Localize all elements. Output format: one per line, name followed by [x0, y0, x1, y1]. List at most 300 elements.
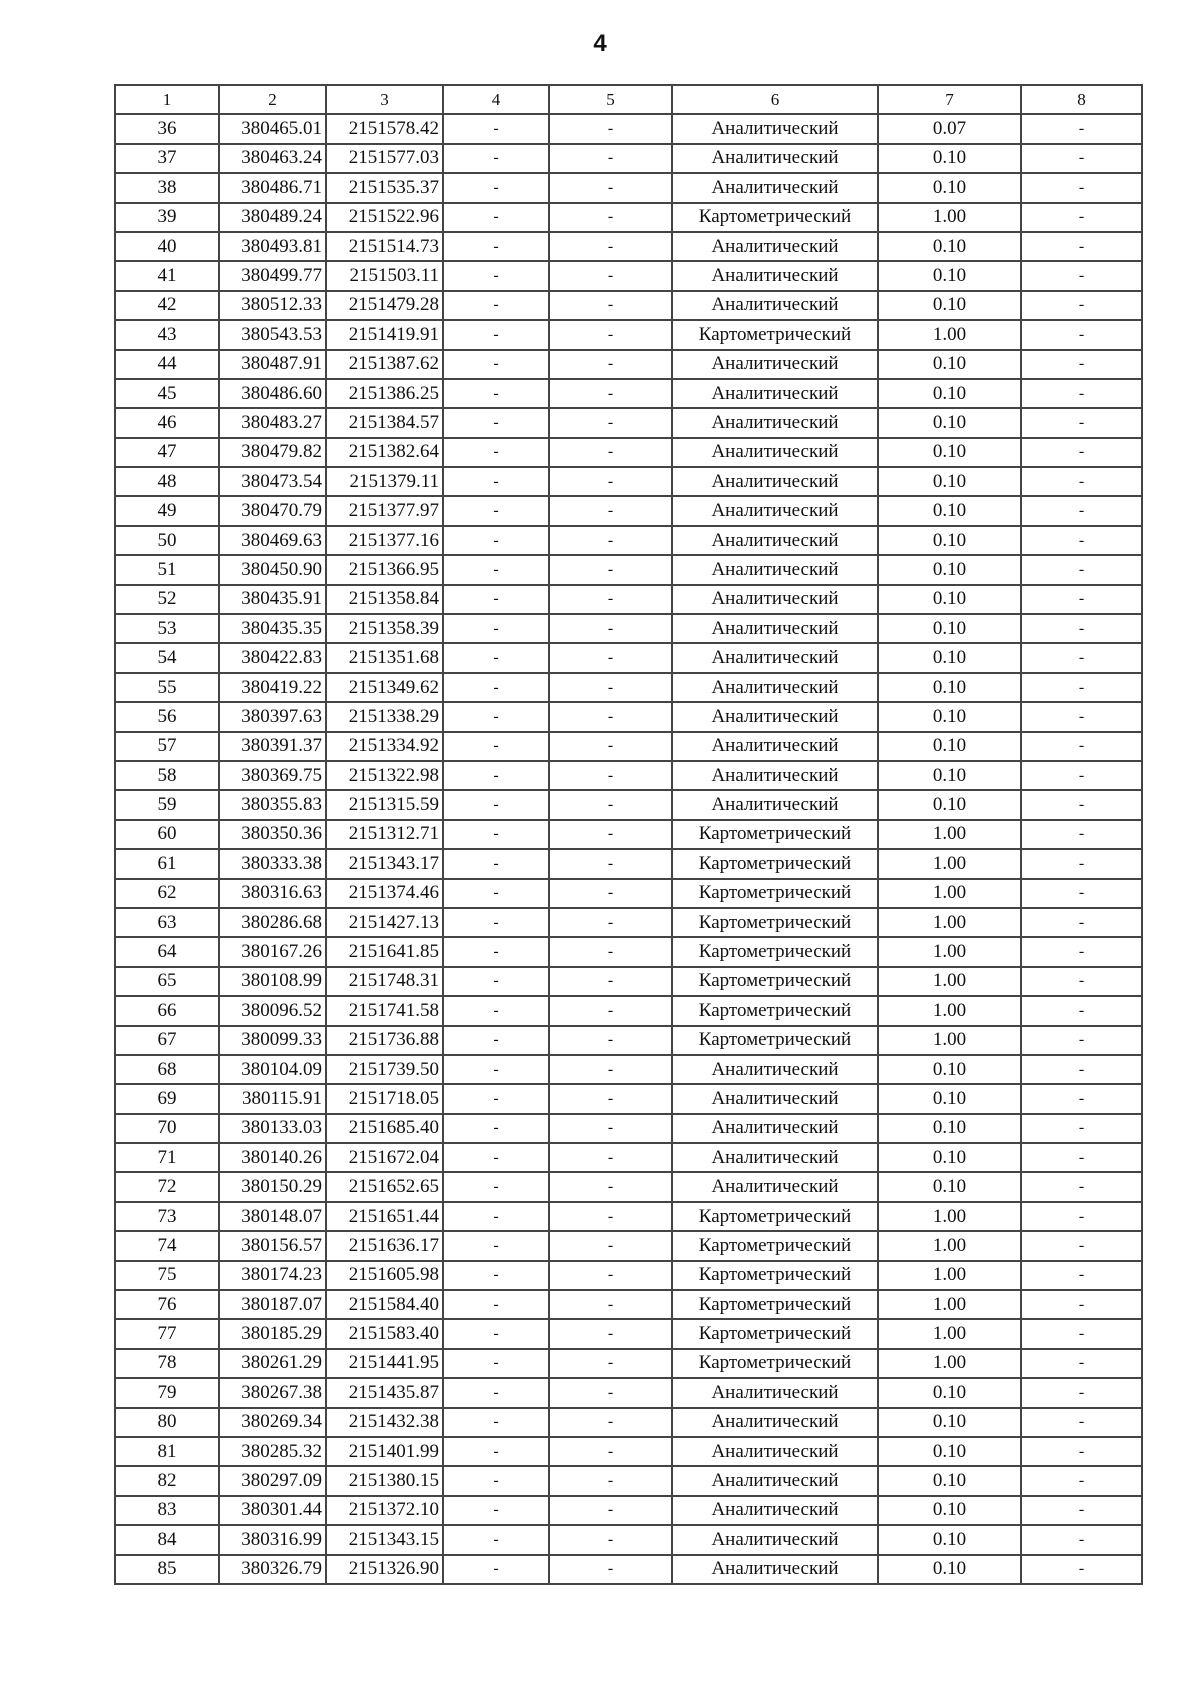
point-number-cell: 80	[115, 1408, 219, 1437]
x-coordinate-cell: 380285.32	[219, 1437, 326, 1466]
accuracy-cell: 0.10	[878, 1437, 1021, 1466]
point-number-cell: 48	[115, 467, 219, 496]
method-cell: Аналитический	[672, 379, 878, 408]
x-coordinate-cell: 380115.91	[219, 1084, 326, 1113]
table-row	[115, 350, 1142, 379]
col5-cell: -	[549, 643, 672, 672]
accuracy-cell: 1.00	[878, 1290, 1021, 1319]
method-cell: Картометрический	[672, 203, 878, 232]
table-row	[115, 614, 1142, 643]
point-number-cell: 82	[115, 1466, 219, 1495]
accuracy-cell: 1.00	[878, 1261, 1021, 1290]
column-header: 3	[326, 85, 443, 114]
point-number-cell: 39	[115, 203, 219, 232]
col8-cell: -	[1021, 1202, 1142, 1231]
y-coordinate-cell: 2151374.46	[326, 879, 443, 908]
point-number-cell: 52	[115, 585, 219, 614]
col8-cell: -	[1021, 1026, 1142, 1055]
point-number-cell: 78	[115, 1349, 219, 1378]
y-coordinate-cell: 2151651.44	[326, 1202, 443, 1231]
x-coordinate-cell: 380469.63	[219, 526, 326, 555]
x-coordinate-cell: 380479.82	[219, 438, 326, 467]
accuracy-cell: 1.00	[878, 820, 1021, 849]
col5-cell: -	[549, 379, 672, 408]
x-coordinate-cell: 380099.33	[219, 1026, 326, 1055]
method-cell: Аналитический	[672, 350, 878, 379]
accuracy-cell: 0.10	[878, 291, 1021, 320]
col8-cell: -	[1021, 114, 1142, 143]
method-cell: Аналитический	[672, 1084, 878, 1113]
column-header: 5	[549, 85, 672, 114]
accuracy-cell: 1.00	[878, 967, 1021, 996]
accuracy-cell: 0.07	[878, 114, 1021, 143]
col4-cell: -	[443, 1143, 549, 1172]
table-row	[115, 908, 1142, 937]
table-row	[115, 408, 1142, 437]
accuracy-cell: 1.00	[878, 1349, 1021, 1378]
y-coordinate-cell: 2151343.17	[326, 849, 443, 878]
point-number-cell: 40	[115, 232, 219, 261]
col8-cell: -	[1021, 1496, 1142, 1525]
x-coordinate-cell: 380483.27	[219, 408, 326, 437]
y-coordinate-cell: 2151401.99	[326, 1437, 443, 1466]
col4-cell: -	[443, 526, 549, 555]
col5-cell: -	[549, 1172, 672, 1201]
col8-cell: -	[1021, 320, 1142, 349]
table-row	[115, 1084, 1142, 1113]
col4-cell: -	[443, 173, 549, 202]
table-row	[115, 996, 1142, 1025]
point-number-cell: 72	[115, 1172, 219, 1201]
method-cell: Аналитический	[672, 555, 878, 584]
point-number-cell: 50	[115, 526, 219, 555]
point-number-cell: 69	[115, 1084, 219, 1113]
accuracy-cell: 0.10	[878, 614, 1021, 643]
col4-cell: -	[443, 1172, 549, 1201]
x-coordinate-cell: 380156.57	[219, 1231, 326, 1260]
col4-cell: -	[443, 1231, 549, 1260]
col5-cell: -	[549, 937, 672, 966]
y-coordinate-cell: 2151718.05	[326, 1084, 443, 1113]
point-number-cell: 79	[115, 1378, 219, 1407]
x-coordinate-cell: 380512.33	[219, 291, 326, 320]
method-cell: Аналитический	[672, 261, 878, 290]
col8-cell: -	[1021, 1231, 1142, 1260]
table-row	[115, 467, 1142, 496]
method-cell: Аналитический	[672, 1525, 878, 1554]
y-coordinate-cell: 2151427.13	[326, 908, 443, 937]
method-cell: Аналитический	[672, 438, 878, 467]
y-coordinate-cell: 2151349.62	[326, 673, 443, 702]
x-coordinate-cell: 380473.54	[219, 467, 326, 496]
accuracy-cell: 1.00	[878, 849, 1021, 878]
point-number-cell: 66	[115, 996, 219, 1025]
x-coordinate-cell: 380391.37	[219, 732, 326, 761]
y-coordinate-cell: 2151641.85	[326, 937, 443, 966]
y-coordinate-cell: 2151312.71	[326, 820, 443, 849]
table-row	[115, 144, 1142, 173]
table-row	[115, 761, 1142, 790]
x-coordinate-cell: 380450.90	[219, 555, 326, 584]
col5-cell: -	[549, 261, 672, 290]
table-row	[115, 1319, 1142, 1348]
y-coordinate-cell: 2151584.40	[326, 1290, 443, 1319]
point-number-cell: 47	[115, 438, 219, 467]
x-coordinate-cell: 380297.09	[219, 1466, 326, 1495]
col5-cell: -	[549, 203, 672, 232]
col5-cell: -	[549, 585, 672, 614]
col5-cell: -	[549, 732, 672, 761]
col5-cell: -	[549, 1290, 672, 1319]
table-row	[115, 232, 1142, 261]
y-coordinate-cell: 2151578.42	[326, 114, 443, 143]
method-cell: Картометрический	[672, 879, 878, 908]
accuracy-cell: 0.10	[878, 232, 1021, 261]
table-row	[115, 1437, 1142, 1466]
point-number-cell: 49	[115, 496, 219, 525]
col8-cell: -	[1021, 1555, 1142, 1584]
point-number-cell: 56	[115, 702, 219, 731]
method-cell: Аналитический	[672, 702, 878, 731]
col5-cell: -	[549, 1143, 672, 1172]
table-row	[115, 496, 1142, 525]
method-cell: Картометрический	[672, 1349, 878, 1378]
y-coordinate-cell: 2151343.15	[326, 1525, 443, 1554]
col4-cell: -	[443, 261, 549, 290]
y-coordinate-cell: 2151377.16	[326, 526, 443, 555]
col8-cell: -	[1021, 173, 1142, 202]
method-cell: Картометрический	[672, 937, 878, 966]
col8-cell: -	[1021, 1319, 1142, 1348]
col4-cell: -	[443, 291, 549, 320]
method-cell: Аналитический	[672, 761, 878, 790]
col5-cell: -	[549, 820, 672, 849]
y-coordinate-cell: 2151377.97	[326, 496, 443, 525]
col8-cell: -	[1021, 1261, 1142, 1290]
point-number-cell: 38	[115, 173, 219, 202]
col8-cell: -	[1021, 585, 1142, 614]
col8-cell: -	[1021, 555, 1142, 584]
y-coordinate-cell: 2151652.65	[326, 1172, 443, 1201]
accuracy-cell: 0.10	[878, 467, 1021, 496]
method-cell: Картометрический	[672, 320, 878, 349]
point-number-cell: 60	[115, 820, 219, 849]
point-number-cell: 45	[115, 379, 219, 408]
x-coordinate-cell: 380108.99	[219, 967, 326, 996]
x-coordinate-cell: 380267.38	[219, 1378, 326, 1407]
y-coordinate-cell: 2151387.62	[326, 350, 443, 379]
accuracy-cell: 1.00	[878, 996, 1021, 1025]
method-cell: Аналитический	[672, 1114, 878, 1143]
col4-cell: -	[443, 408, 549, 437]
y-coordinate-cell: 2151685.40	[326, 1114, 443, 1143]
method-cell: Аналитический	[672, 1055, 878, 1084]
accuracy-cell: 1.00	[878, 937, 1021, 966]
col8-cell: -	[1021, 1290, 1142, 1319]
col4-cell: -	[443, 1055, 549, 1084]
method-cell: Аналитический	[672, 408, 878, 437]
col4-cell: -	[443, 761, 549, 790]
col8-cell: -	[1021, 1055, 1142, 1084]
x-coordinate-cell: 380435.91	[219, 585, 326, 614]
x-coordinate-cell: 380150.29	[219, 1172, 326, 1201]
col4-cell: -	[443, 702, 549, 731]
method-cell: Аналитический	[672, 1466, 878, 1495]
y-coordinate-cell: 2151379.11	[326, 467, 443, 496]
col4-cell: -	[443, 585, 549, 614]
col4-cell: -	[443, 1555, 549, 1584]
x-coordinate-cell: 380140.26	[219, 1143, 326, 1172]
col8-cell: -	[1021, 1172, 1142, 1201]
col8-cell: -	[1021, 232, 1142, 261]
accuracy-cell: 0.10	[878, 1408, 1021, 1437]
point-number-cell: 68	[115, 1055, 219, 1084]
accuracy-cell: 0.10	[878, 261, 1021, 290]
x-coordinate-cell: 380493.81	[219, 232, 326, 261]
table-row	[115, 1466, 1142, 1495]
point-number-cell: 71	[115, 1143, 219, 1172]
x-coordinate-cell: 380543.53	[219, 320, 326, 349]
y-coordinate-cell: 2151672.04	[326, 1143, 443, 1172]
col8-cell: -	[1021, 1378, 1142, 1407]
x-coordinate-cell: 380096.52	[219, 996, 326, 1025]
col8-cell: -	[1021, 350, 1142, 379]
accuracy-cell: 0.10	[878, 702, 1021, 731]
col5-cell: -	[549, 1437, 672, 1466]
method-cell: Картометрический	[672, 1261, 878, 1290]
col5-cell: -	[549, 967, 672, 996]
col4-cell: -	[443, 1261, 549, 1290]
col4-cell: -	[443, 496, 549, 525]
point-number-cell: 59	[115, 790, 219, 819]
accuracy-cell: 1.00	[878, 1026, 1021, 1055]
method-cell: Картометрический	[672, 1319, 878, 1348]
accuracy-cell: 1.00	[878, 879, 1021, 908]
col5-cell: -	[549, 790, 672, 819]
point-number-cell: 37	[115, 144, 219, 173]
method-cell: Аналитический	[672, 790, 878, 819]
y-coordinate-cell: 2151380.15	[326, 1466, 443, 1495]
method-cell: Аналитический	[672, 614, 878, 643]
y-coordinate-cell: 2151432.38	[326, 1408, 443, 1437]
point-number-cell: 58	[115, 761, 219, 790]
point-number-cell: 74	[115, 1231, 219, 1260]
x-coordinate-cell: 380397.63	[219, 702, 326, 731]
y-coordinate-cell: 2151358.84	[326, 585, 443, 614]
table-row	[115, 1349, 1142, 1378]
method-cell: Картометрический	[672, 849, 878, 878]
method-cell: Картометрический	[672, 1026, 878, 1055]
method-cell: Аналитический	[672, 732, 878, 761]
col4-cell: -	[443, 1466, 549, 1495]
col5-cell: -	[549, 1496, 672, 1525]
col5-cell: -	[549, 467, 672, 496]
col8-cell: -	[1021, 790, 1142, 819]
accuracy-cell: 0.10	[878, 1466, 1021, 1495]
point-number-cell: 42	[115, 291, 219, 320]
col8-cell: -	[1021, 496, 1142, 525]
col5-cell: -	[549, 908, 672, 937]
y-coordinate-cell: 2151583.40	[326, 1319, 443, 1348]
col8-cell: -	[1021, 203, 1142, 232]
point-number-cell: 70	[115, 1114, 219, 1143]
y-coordinate-cell: 2151384.57	[326, 408, 443, 437]
col8-cell: -	[1021, 732, 1142, 761]
x-coordinate-cell: 380269.34	[219, 1408, 326, 1437]
col5-cell: -	[549, 144, 672, 173]
method-cell: Картометрический	[672, 1231, 878, 1260]
x-coordinate-cell: 380316.99	[219, 1525, 326, 1554]
col4-cell: -	[443, 1084, 549, 1113]
col8-cell: -	[1021, 1525, 1142, 1554]
col8-cell: -	[1021, 467, 1142, 496]
accuracy-cell: 0.10	[878, 350, 1021, 379]
table-row	[115, 1290, 1142, 1319]
col4-cell: -	[443, 996, 549, 1025]
col8-cell: -	[1021, 1466, 1142, 1495]
col8-cell: -	[1021, 614, 1142, 643]
col4-cell: -	[443, 1378, 549, 1407]
point-number-cell: 57	[115, 732, 219, 761]
col5-cell: -	[549, 1055, 672, 1084]
x-coordinate-cell: 380104.09	[219, 1055, 326, 1084]
x-coordinate-cell: 380419.22	[219, 673, 326, 702]
method-cell: Аналитический	[672, 291, 878, 320]
col5-cell: -	[549, 1525, 672, 1554]
point-number-cell: 62	[115, 879, 219, 908]
col4-cell: -	[443, 790, 549, 819]
point-number-cell: 53	[115, 614, 219, 643]
method-cell: Аналитический	[672, 673, 878, 702]
col5-cell: -	[549, 555, 672, 584]
table-row	[115, 438, 1142, 467]
col5-cell: -	[549, 614, 672, 643]
y-coordinate-cell: 2151503.11	[326, 261, 443, 290]
col5-cell: -	[549, 320, 672, 349]
point-number-cell: 61	[115, 849, 219, 878]
col8-cell: -	[1021, 379, 1142, 408]
accuracy-cell: 0.10	[878, 585, 1021, 614]
x-coordinate-cell: 380486.60	[219, 379, 326, 408]
column-header: 6	[672, 85, 878, 114]
col4-cell: -	[443, 1437, 549, 1466]
accuracy-cell: 0.10	[878, 408, 1021, 437]
table-header-row	[115, 85, 1142, 114]
y-coordinate-cell: 2151479.28	[326, 291, 443, 320]
y-coordinate-cell: 2151386.25	[326, 379, 443, 408]
table-row	[115, 643, 1142, 672]
point-number-cell: 51	[115, 555, 219, 584]
col8-cell: -	[1021, 408, 1142, 437]
y-coordinate-cell: 2151372.10	[326, 1496, 443, 1525]
x-coordinate-cell: 380489.24	[219, 203, 326, 232]
table-row	[115, 1114, 1142, 1143]
point-number-cell: 83	[115, 1496, 219, 1525]
point-number-cell: 46	[115, 408, 219, 437]
col8-cell: -	[1021, 1143, 1142, 1172]
table-row	[115, 879, 1142, 908]
y-coordinate-cell: 2151435.87	[326, 1378, 443, 1407]
table-row	[115, 849, 1142, 878]
col5-cell: -	[549, 496, 672, 525]
table-row	[115, 173, 1142, 202]
y-coordinate-cell: 2151322.98	[326, 761, 443, 790]
method-cell: Аналитический	[672, 643, 878, 672]
col8-cell: -	[1021, 673, 1142, 702]
column-header: 1	[115, 85, 219, 114]
col5-cell: -	[549, 438, 672, 467]
accuracy-cell: 1.00	[878, 203, 1021, 232]
column-header: 8	[1021, 85, 1142, 114]
col4-cell: -	[443, 1290, 549, 1319]
x-coordinate-cell: 380422.83	[219, 643, 326, 672]
accuracy-cell: 1.00	[878, 1231, 1021, 1260]
method-cell: Картометрический	[672, 967, 878, 996]
x-coordinate-cell: 380286.68	[219, 908, 326, 937]
y-coordinate-cell: 2151419.91	[326, 320, 443, 349]
col5-cell: -	[549, 1378, 672, 1407]
y-coordinate-cell: 2151338.29	[326, 702, 443, 731]
accuracy-cell: 1.00	[878, 320, 1021, 349]
point-number-cell: 73	[115, 1202, 219, 1231]
table-row	[115, 1525, 1142, 1554]
method-cell: Картометрический	[672, 908, 878, 937]
table-row	[115, 1496, 1142, 1525]
method-cell: Аналитический	[672, 1555, 878, 1584]
col4-cell: -	[443, 379, 549, 408]
col5-cell: -	[549, 1349, 672, 1378]
table-row	[115, 1202, 1142, 1231]
x-coordinate-cell: 380133.03	[219, 1114, 326, 1143]
accuracy-cell: 0.10	[878, 1055, 1021, 1084]
col8-cell: -	[1021, 908, 1142, 937]
col5-cell: -	[549, 1555, 672, 1584]
method-cell: Аналитический	[672, 144, 878, 173]
x-coordinate-cell: 380185.29	[219, 1319, 326, 1348]
accuracy-cell: 1.00	[878, 1319, 1021, 1348]
accuracy-cell: 0.10	[878, 761, 1021, 790]
col5-cell: -	[549, 673, 672, 702]
col5-cell: -	[549, 1319, 672, 1348]
y-coordinate-cell: 2151748.31	[326, 967, 443, 996]
col4-cell: -	[443, 1026, 549, 1055]
col8-cell: -	[1021, 261, 1142, 290]
y-coordinate-cell: 2151741.58	[326, 996, 443, 1025]
method-cell: Картометрический	[672, 820, 878, 849]
accuracy-cell: 0.10	[878, 496, 1021, 525]
y-coordinate-cell: 2151522.96	[326, 203, 443, 232]
table-row	[115, 1261, 1142, 1290]
col5-cell: -	[549, 1261, 672, 1290]
col5-cell: -	[549, 1202, 672, 1231]
col8-cell: -	[1021, 967, 1142, 996]
col5-cell: -	[549, 879, 672, 908]
col4-cell: -	[443, 350, 549, 379]
column-header: 7	[878, 85, 1021, 114]
y-coordinate-cell: 2151358.39	[326, 614, 443, 643]
method-cell: Аналитический	[672, 1172, 878, 1201]
table-row	[115, 114, 1142, 143]
x-coordinate-cell: 380465.01	[219, 114, 326, 143]
accuracy-cell: 0.10	[878, 1378, 1021, 1407]
accuracy-cell: 0.10	[878, 144, 1021, 173]
table-row	[115, 1055, 1142, 1084]
col8-cell: -	[1021, 849, 1142, 878]
col4-cell: -	[443, 203, 549, 232]
col8-cell: -	[1021, 291, 1142, 320]
y-coordinate-cell: 2151514.73	[326, 232, 443, 261]
accuracy-cell: 0.10	[878, 555, 1021, 584]
